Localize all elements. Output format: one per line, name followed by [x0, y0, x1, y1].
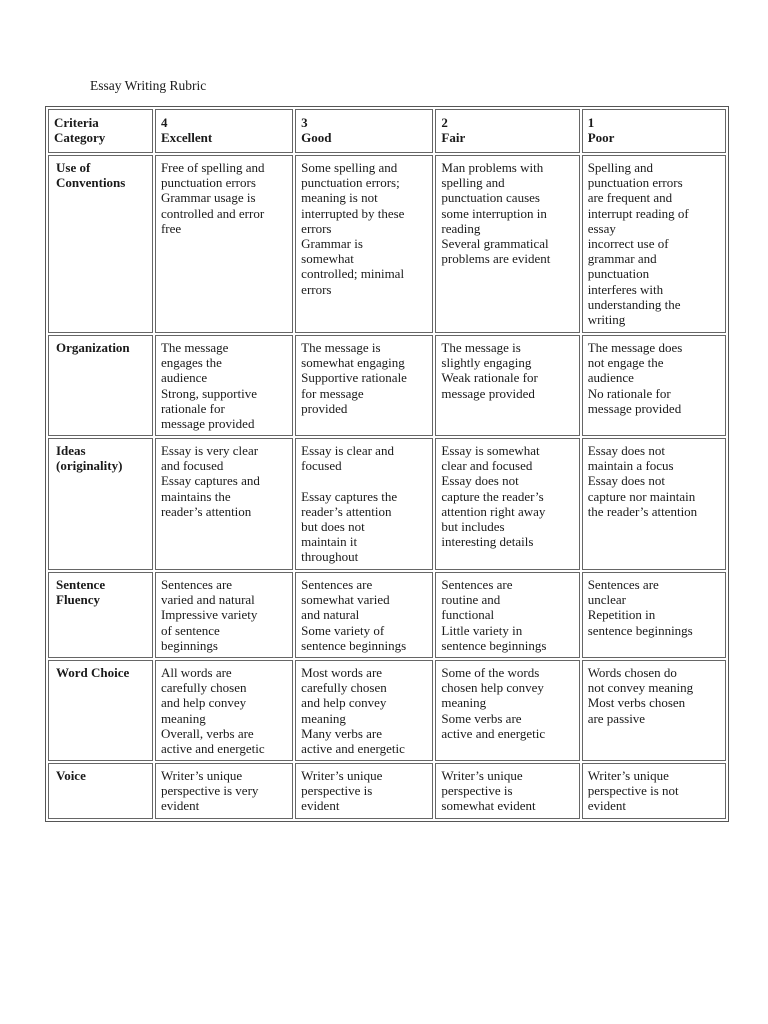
cell-text-line: 4	[160, 115, 168, 130]
descriptor-cell	[435, 763, 579, 819]
table-row	[48, 335, 726, 436]
table-row	[48, 438, 726, 570]
cell-text-line: active and energetic	[160, 741, 265, 757]
cell-text-line: Most words are	[301, 665, 383, 680]
descriptor-cell	[435, 438, 579, 570]
cell-text-line: Words chosen do	[587, 665, 677, 680]
cell-text-line: Many verbs are	[301, 725, 383, 741]
descriptor-cell	[435, 572, 579, 658]
cell-text-line: message provided	[441, 385, 535, 401]
cell-text-line: 3	[301, 115, 308, 130]
cell-text-line: Sentences are	[587, 577, 659, 592]
cell-text-line: meaning	[160, 710, 206, 726]
cell-text-line: incorrect use of	[587, 236, 669, 252]
cell-text-line: are frequent and	[587, 190, 673, 206]
cell-text-line: free	[160, 220, 182, 236]
cell-text-line: carefully chosen	[301, 680, 387, 696]
header-cell-score	[295, 109, 433, 153]
cell-text-line: The message does	[587, 340, 683, 355]
criteria-cell	[48, 335, 153, 436]
cell-text-line: capture the reader’s	[441, 488, 544, 504]
cell-text-line: Little variety in	[441, 622, 523, 638]
cell-text-line: punctuation causes	[441, 190, 540, 206]
cell-text-line: Weak rationale for	[441, 370, 538, 386]
cell-text-line: but includes	[441, 519, 505, 535]
cell-text-line: somewhat engaging	[301, 355, 405, 371]
descriptor-cell	[435, 155, 579, 333]
cell-text-line: Writer’s unique	[587, 768, 669, 783]
descriptor-cell	[155, 763, 293, 819]
descriptor-cell	[155, 572, 293, 658]
descriptor-cell	[295, 335, 433, 436]
cell-text-line: The message is	[301, 340, 381, 355]
cell-text-line: Word Choice	[56, 665, 130, 680]
cell-text-line: Voice	[56, 768, 86, 783]
cell-text-line: Sentences are	[301, 577, 373, 592]
descriptor-cell	[155, 438, 293, 570]
cell-text-line: errors	[301, 220, 332, 236]
cell-text-line: message provided	[160, 416, 255, 432]
cell-text-line: throughout	[301, 549, 359, 565]
cell-text-line: provided	[301, 400, 348, 416]
cell-text-line: (originality)	[56, 458, 123, 474]
cell-text-line: Essay is clear and	[301, 443, 394, 458]
descriptor-cell	[582, 763, 726, 819]
cell-text-line: Use of	[56, 160, 91, 175]
cell-text-line: perspective is	[301, 783, 373, 799]
cell-text-line: Excellent	[160, 130, 213, 146]
cell-text-line: engages the	[160, 355, 222, 371]
cell-text-line: Sentence	[56, 577, 106, 592]
cell-text-line: sentence beginnings	[441, 637, 547, 653]
cell-text-line: perspective is	[441, 783, 513, 799]
descriptor-cell	[295, 572, 433, 658]
cell-text-line: punctuation	[587, 266, 650, 282]
cell-text-line: Category	[54, 130, 106, 146]
cell-text-line: some interruption in	[441, 205, 547, 221]
rubric-table	[45, 106, 729, 822]
descriptor-cell	[295, 438, 433, 570]
cell-text-line: somewhat varied	[301, 592, 390, 608]
cell-text-line: unclear	[587, 592, 626, 608]
cell-text-line: punctuation errors	[160, 175, 256, 191]
cell-text-line: meaning	[441, 695, 487, 711]
cell-text-line: spelling and	[441, 175, 505, 191]
cell-text-line: audience	[160, 370, 208, 386]
cell-text-line: chosen help convey	[441, 680, 544, 696]
document-title: Essay Writing Rubric	[90, 78, 207, 93]
cell-text-line: Poor	[587, 130, 615, 146]
cell-text-line: Fluency	[56, 592, 101, 608]
cell-text-line: interesting details	[441, 534, 534, 550]
cell-text-line: No rationale for	[587, 385, 671, 401]
header-row	[48, 109, 726, 153]
criteria-cell	[48, 660, 153, 761]
criteria-cell	[48, 155, 153, 333]
cell-text-line: Supportive rationale	[301, 370, 407, 386]
cell-text-line: 1	[587, 115, 595, 130]
cell-text-line: Sentences are	[441, 577, 513, 592]
cell-text-line: problems are evident	[441, 251, 551, 267]
cell-text-line: beginnings	[160, 637, 218, 653]
cell-text-line: Essay captures and	[160, 473, 260, 489]
cell-text-line: of sentence	[160, 622, 220, 638]
cell-text-line: reading	[441, 220, 481, 236]
descriptor-cell	[155, 155, 293, 333]
cell-text-line: varied and natural	[160, 592, 255, 608]
cell-text-line: interrupted by these	[301, 205, 405, 221]
cell-text-line: audience	[587, 370, 634, 386]
cell-text-line: Writer’s unique	[160, 768, 243, 783]
cell-text-line: interferes with	[587, 281, 664, 297]
cell-text-line: Good	[301, 130, 332, 146]
descriptor-cell	[582, 660, 726, 761]
cell-text-line: Essay does not	[441, 473, 519, 489]
criteria-cell	[48, 438, 153, 570]
cell-text-line: Writer’s unique	[441, 768, 523, 783]
cell-text-line: errors	[301, 281, 332, 297]
cell-text-line: Some variety of	[301, 622, 385, 638]
cell-text-line: punctuation errors	[587, 175, 683, 191]
cell-text-line: understanding the	[587, 296, 681, 312]
cell-text-line: attention right away	[441, 503, 546, 519]
cell-text-line: somewhat	[301, 251, 354, 267]
cell-text-line: controlled; minimal	[301, 266, 405, 282]
table-row	[48, 155, 726, 333]
cell-text-line: active and energetic	[301, 741, 405, 757]
cell-text-line: Criteria	[54, 115, 99, 130]
cell-text-line: and help convey	[160, 695, 247, 711]
cell-text-line: the reader’s attention	[587, 503, 698, 519]
cell-text-line: meaning	[301, 710, 346, 726]
descriptor-cell	[582, 438, 726, 570]
criteria-cell	[48, 572, 153, 658]
cell-text-line: Free of spelling and	[160, 160, 265, 175]
cell-text-line: sentence beginnings	[587, 622, 693, 638]
cell-text-line: Overall, verbs are	[160, 725, 254, 741]
descriptor-cell	[582, 335, 726, 436]
cell-text-line: Some spelling and	[301, 160, 398, 175]
header-cell-score	[155, 109, 293, 153]
cell-text-line: The message	[160, 340, 229, 355]
cell-text-line: and help convey	[301, 695, 387, 711]
descriptor-cell	[295, 660, 433, 761]
cell-text-line: active and energetic	[441, 725, 546, 741]
cell-text-line: Conventions	[56, 175, 126, 191]
cell-text-line: for message	[301, 385, 364, 401]
header-cell-criteria	[48, 109, 153, 153]
cell-text-line: Writer’s unique	[301, 768, 383, 783]
descriptor-cell	[582, 155, 726, 333]
cell-text-line: not engage the	[587, 355, 664, 371]
table-row	[48, 572, 726, 658]
rubric-table-body	[48, 109, 726, 819]
cell-text-line: and natural	[301, 607, 360, 623]
cell-text-line: Organization	[56, 340, 130, 355]
descriptor-cell	[295, 763, 433, 819]
cell-text-line: functional	[441, 607, 495, 623]
descriptor-cell	[155, 660, 293, 761]
cell-text-line: Grammar is	[301, 236, 363, 252]
cell-text-line: Essay does not	[587, 443, 665, 458]
cell-text-line: Sentences are	[160, 577, 233, 592]
cell-text-line: writing	[587, 312, 626, 328]
cell-text-line: reader’s attention	[301, 503, 392, 519]
cell-text-line: but does not	[301, 519, 365, 534]
cell-text-line: meaning is not	[301, 190, 378, 206]
descriptor-cell	[582, 572, 726, 658]
cell-text-line: reader’s attention	[160, 503, 252, 519]
cell-text-line: controlled and error	[160, 205, 265, 221]
cell-text-line: Repetition in	[587, 607, 656, 623]
descriptor-cell	[435, 335, 579, 436]
cell-text-line: maintains the	[160, 488, 231, 504]
cell-text-line: carefully chosen	[160, 680, 247, 696]
cell-text-line: All words are	[160, 665, 232, 680]
cell-text-line: and focused	[160, 458, 224, 474]
cell-text-line: capture nor maintain	[587, 488, 696, 504]
cell-text-line: perspective is not	[587, 783, 679, 799]
cell-text-line: essay	[587, 220, 616, 236]
cell-text-line: Spelling and	[587, 160, 654, 175]
cell-text-line: Most verbs chosen	[587, 695, 686, 711]
cell-text-line: punctuation errors;	[301, 175, 400, 191]
cell-text-line: rationale for	[160, 400, 225, 416]
cell-text-line: evident	[587, 798, 626, 814]
cell-text-line: message provided	[587, 400, 682, 416]
descriptor-cell	[295, 155, 433, 333]
cell-text-line: Essay captures the	[301, 488, 398, 504]
cell-text-line: clear and focused	[441, 458, 533, 474]
cell-text-line: Essay is very clear	[160, 443, 259, 458]
cell-text-line: maintain it	[301, 534, 358, 550]
cell-text-line: Some verbs are	[441, 710, 522, 726]
cell-text-line: are passive	[587, 710, 646, 726]
cell-text-line: Fair	[441, 130, 466, 146]
cell-text-line: interrupt reading of	[587, 205, 689, 221]
descriptor-cell	[155, 335, 293, 436]
cell-text-line: slightly engaging	[441, 355, 532, 371]
criteria-cell	[48, 763, 153, 819]
cell-text-line: Ideas	[56, 443, 86, 458]
cell-text-line: perspective is very	[160, 783, 259, 799]
cell-text-line: somewhat evident	[441, 798, 536, 814]
cell-text-line: Essay is somewhat	[441, 443, 540, 458]
cell-text-line: Grammar usage is	[160, 190, 256, 206]
cell-text-line: grammar and	[587, 251, 657, 267]
header-cell-score	[582, 109, 726, 153]
cell-text-line: focused	[301, 458, 342, 474]
cell-text-line	[301, 473, 427, 488]
cell-text-line: The message is	[441, 340, 521, 355]
cell-text-line: evident	[301, 798, 340, 814]
cell-text-line: evident	[160, 798, 200, 814]
cell-text-line: Several grammatical	[441, 236, 549, 252]
descriptor-cell	[435, 660, 579, 761]
cell-text-line: Man problems with	[441, 160, 544, 175]
table-row	[48, 763, 726, 819]
cell-text-line: Essay does not	[587, 473, 665, 489]
cell-text-line: maintain a focus	[587, 458, 674, 474]
cell-text-line: 2	[441, 115, 448, 130]
cell-text-line: not convey meaning	[587, 680, 694, 696]
cell-text-line: routine and	[441, 592, 501, 608]
header-cell-score	[435, 109, 579, 153]
cell-text-line: Strong, supportive	[160, 385, 257, 401]
cell-text-line: Some of the words	[441, 665, 540, 680]
cell-text-line: sentence beginnings	[301, 637, 407, 653]
table-row	[48, 660, 726, 761]
cell-text-line: Impressive variety	[160, 607, 258, 623]
